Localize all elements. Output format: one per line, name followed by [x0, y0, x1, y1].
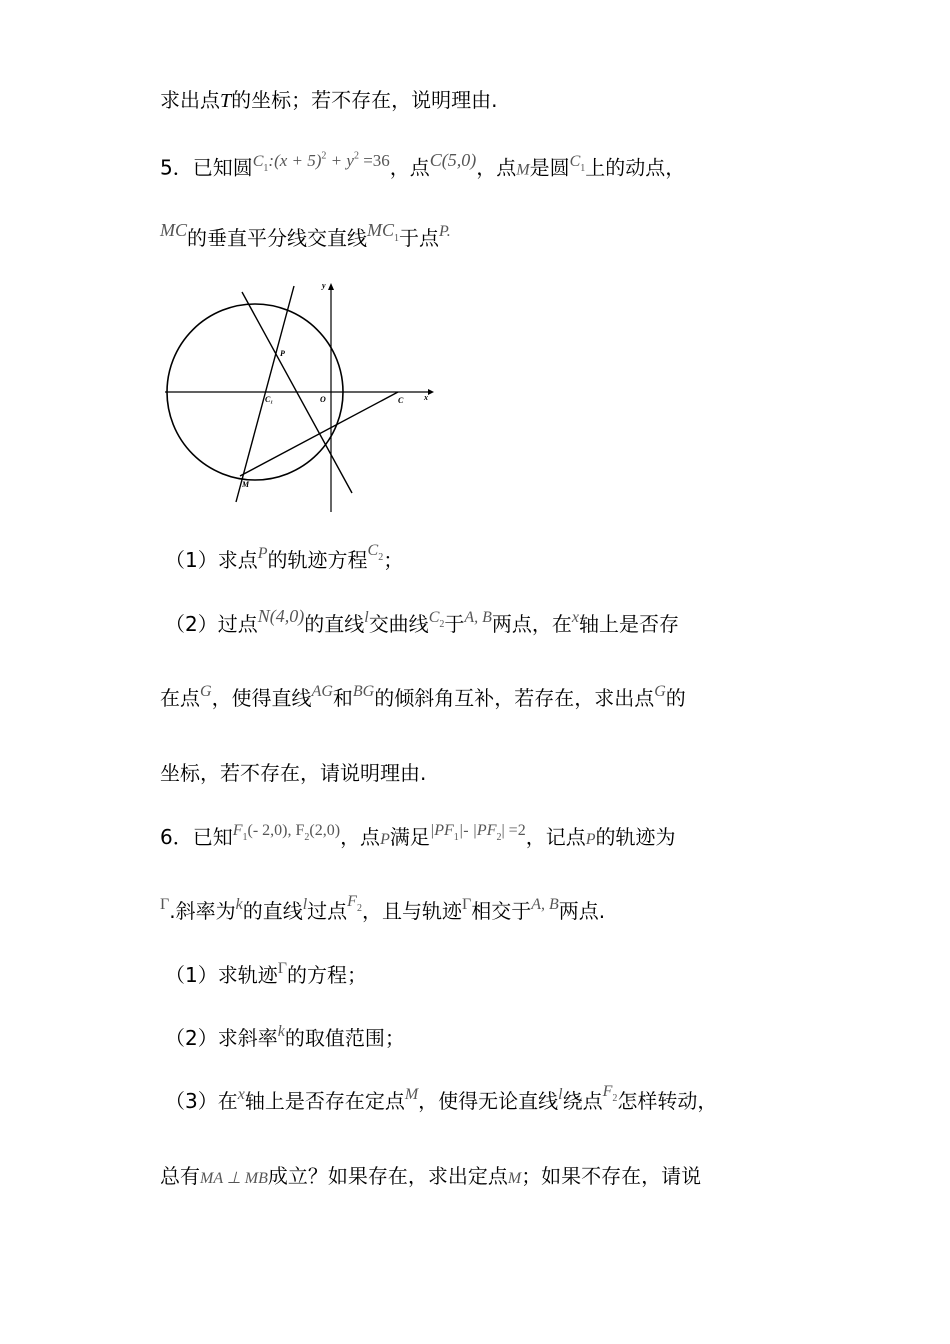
text-seg: 于点: [399, 226, 439, 250]
problem-5-statement: [160, 151, 685, 192]
math-abs: | =2: [501, 822, 526, 839]
math-sub: 1: [394, 233, 399, 244]
text-seg: 坐标，若不存在，请说明理由.: [160, 761, 427, 785]
text-seg: （1）求点: [165, 548, 258, 572]
question-5-2c: [160, 759, 426, 787]
text-seg: 的: [665, 686, 686, 710]
text-seg: 的方程；: [286, 963, 367, 987]
math-sup: 2: [353, 150, 359, 161]
math-body: :(x + 5): [268, 150, 322, 170]
math-c: C: [367, 542, 379, 559]
math-p: P: [585, 831, 596, 848]
text-seg: ；如果不存在，请说: [521, 1164, 702, 1188]
text-seg: 轴上是否存: [579, 612, 680, 636]
y-axis-arrow: [328, 283, 334, 290]
text-seg: 总有: [160, 1164, 200, 1188]
text-seg: ，使得直线: [211, 686, 312, 710]
problem-number: 5．已知圆: [160, 155, 253, 180]
math-sup: 2: [321, 150, 327, 161]
problem-5-statement-b: [160, 220, 451, 262]
math-l: l: [364, 609, 369, 626]
text-seg: 是圆: [529, 155, 570, 180]
math-c: C: [252, 152, 264, 170]
circle-equation: [252, 147, 390, 174]
math-x: x: [571, 609, 580, 626]
label-c: C: [398, 396, 404, 405]
label-c1: C₁: [265, 395, 274, 404]
math-sub: 2: [439, 619, 445, 630]
question-6-3: [165, 1083, 718, 1125]
math-T: T: [220, 90, 232, 112]
math-bg: BG: [352, 683, 375, 700]
math-g: G: [654, 683, 666, 700]
math-ab: A, B: [531, 896, 559, 913]
text-seg: 轴上是否存在定点: [244, 1089, 405, 1113]
math-f: F: [232, 822, 243, 839]
label-p: P: [280, 349, 285, 358]
text-seg: 相交于: [471, 899, 532, 923]
math-n: N(4,0): [257, 606, 305, 626]
math-mc: MC: [160, 220, 187, 240]
text-seg: 的倾斜角互补，若存在，求出点: [374, 686, 655, 710]
text-seg: 的坐标；若不存在，说明理由.: [231, 88, 498, 112]
math-c: C: [569, 152, 581, 170]
line-mc1: [236, 286, 294, 502]
text-seg: 的取值范围；: [284, 1026, 405, 1050]
math-mc1: MC: [367, 220, 394, 240]
math-m: M: [516, 161, 530, 179]
text-seg: 的轨迹方程: [267, 548, 368, 572]
text-seg: ，点: [340, 825, 381, 849]
text-seg: （2）求斜率: [165, 1026, 278, 1050]
math-f: F: [602, 1083, 613, 1100]
problem-6-statement-b: [160, 893, 606, 935]
text-seg: ，且与轨迹: [361, 899, 462, 923]
x-axis-arrow: [428, 389, 434, 395]
text-seg: 和: [332, 686, 353, 710]
question-6-3b: [160, 1162, 701, 1193]
math-sub: 2: [356, 903, 362, 914]
text-seg: ，记点: [525, 825, 586, 849]
text-seg: .斜率为: [169, 899, 236, 923]
label-o: O: [320, 395, 326, 404]
math-body: =36: [358, 150, 390, 170]
math-sub: 1: [263, 162, 269, 174]
math-sub: 1: [242, 832, 248, 843]
math-sub: 2: [304, 832, 310, 843]
text-seg: （3）在: [165, 1089, 238, 1113]
text-seg: 绕点: [562, 1089, 603, 1113]
text-seg: （2）过点: [165, 612, 258, 636]
math-body: (2,0): [309, 822, 341, 839]
text-seg: 在点: [160, 686, 200, 710]
text-seg: 交曲线: [368, 612, 429, 636]
text-seg: 两点.: [558, 899, 606, 923]
math-ag: AG: [311, 683, 333, 700]
math-abs: |PF: [429, 822, 454, 839]
math-sub: 1: [580, 162, 586, 174]
math-k: k: [235, 896, 243, 913]
question-6-1: [165, 961, 367, 992]
text-line-1: [160, 86, 497, 115]
problem-6-statement: [160, 823, 675, 861]
text-seg: ；: [383, 548, 404, 572]
math-m: M: [404, 1086, 419, 1103]
math-l: l: [302, 896, 308, 913]
math-p: P.: [439, 223, 451, 240]
label-x: x: [424, 393, 428, 402]
text-seg: 成立？如果存在，求出定点: [267, 1164, 508, 1188]
text-seg: 怎样转动，: [617, 1089, 718, 1113]
math-gamma: Γ: [461, 896, 472, 913]
text-seg: 过点: [307, 899, 348, 923]
text-seg: 的轨迹为: [595, 825, 676, 849]
math-body: (- 2,0), F: [247, 822, 305, 839]
question-6-2: [165, 1024, 405, 1055]
question-5-2: [165, 606, 680, 648]
math-x: x: [237, 1086, 245, 1103]
math-perpendicular: MA ⊥ MB: [200, 1170, 268, 1187]
math-p: P: [257, 545, 268, 562]
math-abs: |- |PF: [458, 822, 497, 839]
math-body: + y: [326, 150, 354, 170]
math-sub: 2: [496, 832, 502, 843]
math-sub: 2: [612, 1093, 618, 1104]
question-5-1: [165, 542, 404, 584]
text-seg: 上的动点，: [585, 155, 686, 180]
math-g: G: [200, 683, 212, 700]
text-seg: ，点: [476, 155, 517, 180]
math-sub: 2: [378, 552, 384, 563]
math-point-c: C(5,0): [429, 149, 477, 170]
question-5-2b: [160, 684, 686, 715]
math-m: M: [507, 1170, 522, 1187]
math-f: F: [347, 893, 357, 910]
label-m: M: [242, 480, 250, 489]
math-p: P: [380, 831, 390, 848]
text-seg: ，使得无论直线: [418, 1089, 559, 1113]
text-seg: 的直线: [304, 612, 365, 636]
math-sub: 1: [453, 832, 459, 843]
math-l: l: [558, 1086, 563, 1103]
math-k: k: [277, 1023, 285, 1040]
math-gamma: Γ: [160, 896, 170, 913]
problem-number: 6．已知: [160, 825, 233, 849]
text-seg: 两点，在: [491, 612, 572, 636]
math-ab: A, B: [464, 609, 492, 626]
math-c: C: [428, 609, 440, 626]
text-seg: ，点: [389, 155, 430, 180]
math-gamma: Γ: [277, 960, 287, 977]
label-y: y: [322, 281, 326, 290]
text-seg: 的直线: [242, 899, 303, 923]
geometry-figure: [160, 280, 440, 520]
segment-mc: [240, 392, 398, 476]
text-seg: （1）求轨迹: [165, 963, 278, 987]
text-seg: 于: [444, 612, 465, 636]
text-seg: 的垂直平分线交直线: [187, 226, 367, 250]
text-seg: 满足: [389, 825, 430, 849]
text-seg: 求出点: [160, 88, 220, 112]
